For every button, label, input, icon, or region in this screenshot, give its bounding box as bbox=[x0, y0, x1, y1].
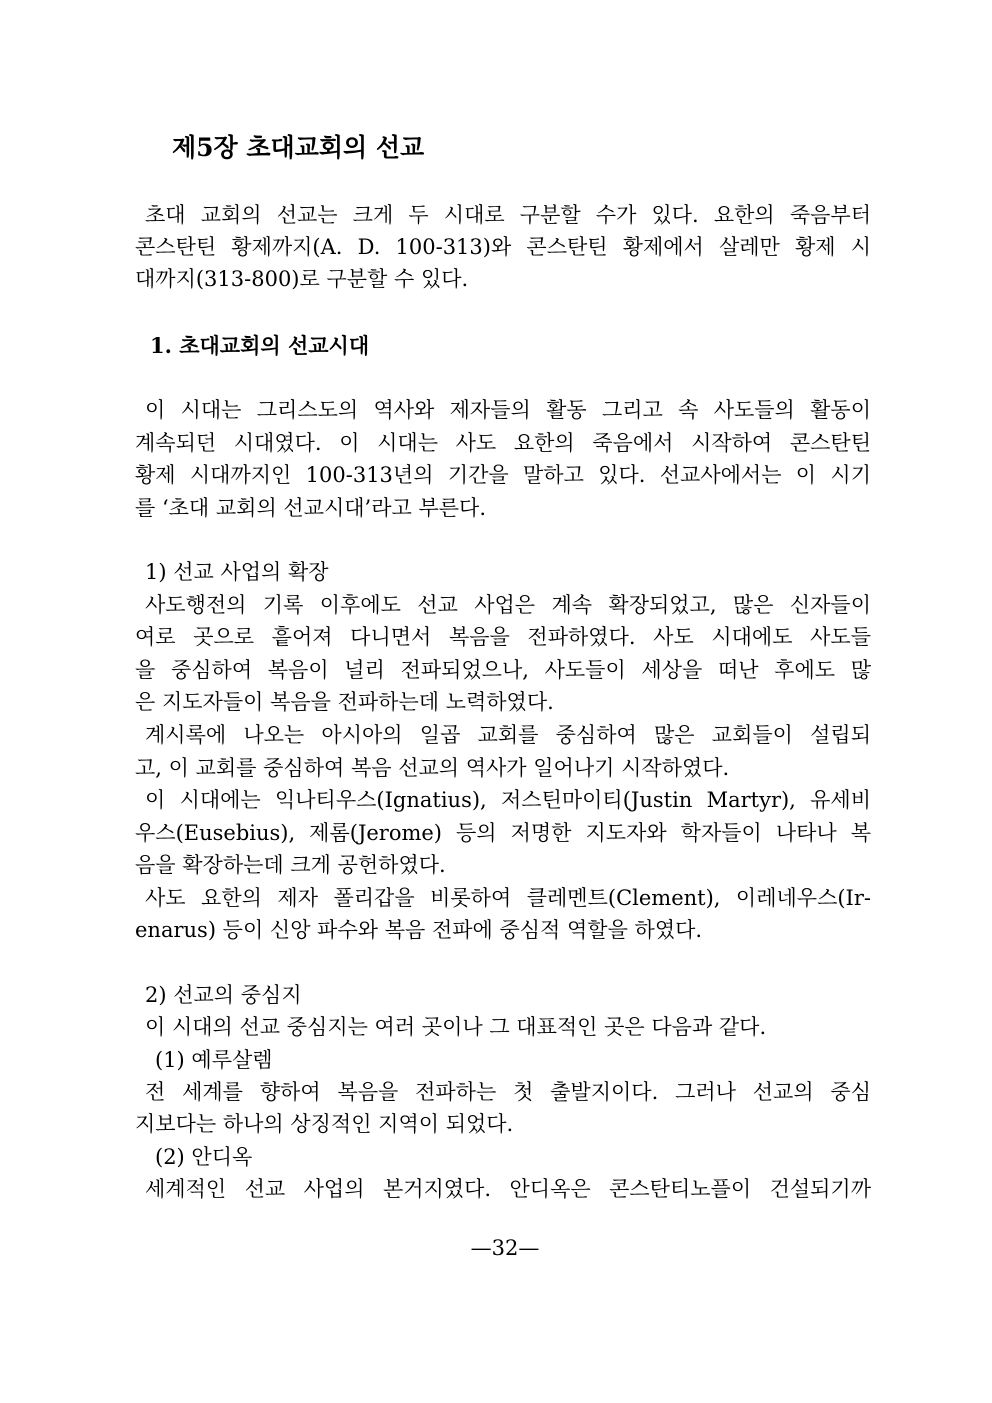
body-line: 사도 요한의 제자 폴리갑을 비롯하여 클레멘트(Clement), 이레네우스(Ir- bbox=[145, 886, 871, 910]
body-line: 우스(Eusebius), 제롬(Jerome) 등의 저명한 지도자와 학자들이 나타나 복 bbox=[135, 821, 871, 845]
section-heading: 1. 초대교회의 선교시대 bbox=[150, 333, 370, 358]
body-line: 을 중심하여 복음이 널리 전파되었으나, 사도들이 세상을 떠난 후에도 많 bbox=[135, 658, 871, 682]
body-line: 고, 이 교회를 중심하여 복음 선교의 역사가 일어나기 시작하였다. bbox=[135, 756, 730, 780]
body-line: 이 시대에는 익나티우스(Ignatius), 저스틴마이티(Justin Martyr), 유세비 bbox=[145, 788, 871, 812]
body-line: 이 시대의 선교 중심지는 여러 곳이나 그 대표적인 곳은 다음과 같다. bbox=[145, 1015, 767, 1039]
body-line: 계속되던 시대였다. 이 시대는 사도 요한의 죽음에서 시작하여 콘스탄틴 bbox=[135, 431, 871, 455]
body-line: 사도행전의 기록 이후에도 선교 사업은 계속 확장되었고, 많은 신자들이 bbox=[145, 593, 871, 617]
intro-line: 초대 교회의 선교는 크게 두 시대로 구분할 수가 있다. 요한의 죽음부터 bbox=[145, 203, 871, 227]
body-line: 음을 확장하는데 크게 공헌하였다. bbox=[135, 853, 446, 877]
page-number: —32— bbox=[470, 1236, 540, 1260]
intro-line: 콘스탄틴 황제까지(A. D. 100-313)와 콘스탄틴 황제에서 살레만 황제 시 bbox=[135, 235, 871, 259]
intro-line: 대까지(313-800)로 구분할 수 있다. bbox=[135, 267, 469, 291]
item-heading: (1) 예루살렘 bbox=[155, 1048, 273, 1072]
item-heading: (2) 안디옥 bbox=[155, 1145, 253, 1169]
chapter-title: 제5장 초대교회의 선교 bbox=[172, 133, 425, 162]
subsection-heading: 2) 선교의 중심지 bbox=[145, 983, 302, 1007]
body-line: 계시록에 나오는 아시아의 일곱 교회를 중심하여 많은 교회들이 설립되 bbox=[145, 723, 871, 747]
body-line: 지보다는 하나의 상징적인 지역이 되었다. bbox=[135, 1112, 514, 1136]
body-line: 은 지도자들이 복음을 전파하는데 노력하였다. bbox=[135, 690, 554, 714]
body-line: 여로 곳으로 흩어져 다니면서 복음을 전파하였다. 사도 시대에도 사도들 bbox=[135, 625, 871, 649]
body-line: 전 세계를 향하여 복음을 전파하는 첫 출발지이다. 그러나 선교의 중심 bbox=[145, 1080, 871, 1104]
body-line: 이 시대는 그리스도의 역사와 제자들의 활동 그리고 속 사도들의 활동이 bbox=[145, 398, 871, 422]
body-line: 황제 시대까지인 100-313년의 기간을 말하고 있다. 선교사에서는 이 시기 bbox=[135, 463, 871, 487]
body-line: 를 ‘초대 교회의 선교시대’라고 부른다. bbox=[135, 496, 487, 520]
body-line: enarus) 등이 신앙 파수와 복음 전파에 중심적 역할을 하였다. bbox=[135, 918, 703, 942]
subsection-heading: 1) 선교 사업의 확장 bbox=[145, 560, 329, 584]
body-line: 세계적인 선교 사업의 본거지였다. 안디옥은 콘스탄티노플이 건설되기까 bbox=[145, 1177, 871, 1201]
